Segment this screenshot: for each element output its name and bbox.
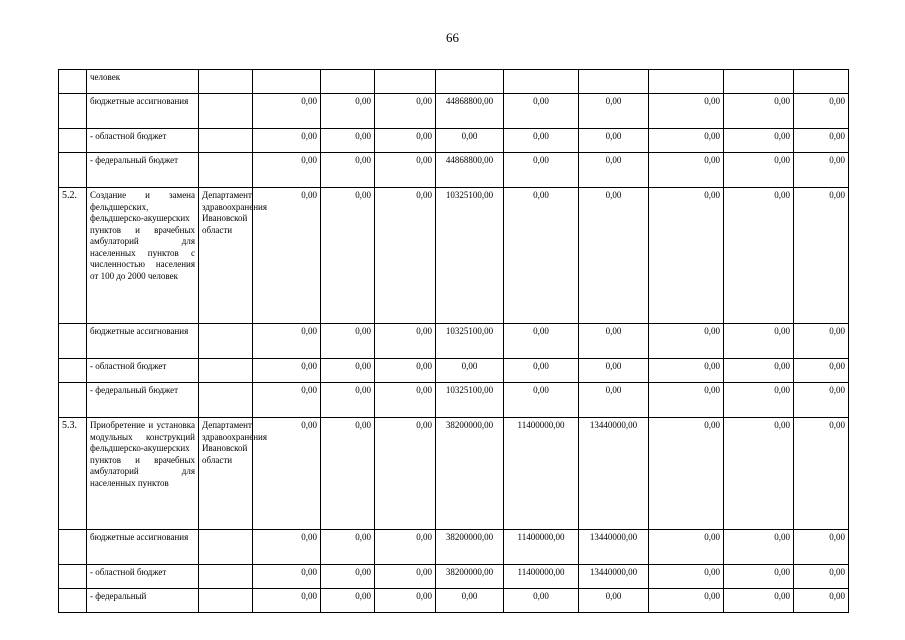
row-value: 11400000,00 xyxy=(504,418,579,530)
table-row xyxy=(59,129,849,153)
row-value: 0,00 xyxy=(321,359,375,383)
row-value: 0,00 xyxy=(375,324,436,359)
row-executor: Департамент здравоохранения Ивановской области xyxy=(199,418,253,530)
row-value: 0,00 xyxy=(579,589,649,613)
row-code: 5.2. xyxy=(59,188,87,324)
table-body xyxy=(59,70,849,613)
row-value: 0,00 xyxy=(649,94,724,129)
row-description: бюджетные ассигнования xyxy=(87,324,199,359)
row-value: 0,00 xyxy=(794,359,849,383)
row-value: 44868800,00 xyxy=(436,153,504,188)
row-value: 0,00 xyxy=(649,418,724,530)
row-value: 0,00 xyxy=(649,530,724,565)
row-value xyxy=(436,70,504,94)
row-executor xyxy=(199,94,253,129)
row-value: 0,00 xyxy=(579,188,649,324)
row-value: 0,00 xyxy=(436,359,504,383)
row-code xyxy=(59,153,87,188)
page-number: 66 xyxy=(446,30,459,45)
row-value: 0,00 xyxy=(649,589,724,613)
row-value xyxy=(321,70,375,94)
row-description: Создание и замена фельдшерских, фельдшерско-акушерских пунктов и врачебных амбулаторий для населенных пунктов с численностью населения от 100 до 2000 человек xyxy=(87,188,199,324)
row-value: 0,00 xyxy=(253,589,321,613)
row-value: 0,00 xyxy=(436,589,504,613)
row-value: 0,00 xyxy=(724,94,794,129)
row-value xyxy=(649,70,724,94)
row-value: 0,00 xyxy=(321,188,375,324)
row-code: 5.3. xyxy=(59,418,87,530)
row-executor xyxy=(199,129,253,153)
row-value: 0,00 xyxy=(724,418,794,530)
row-value: 0,00 xyxy=(724,530,794,565)
row-executor xyxy=(199,589,253,613)
row-value: 0,00 xyxy=(375,188,436,324)
table-row xyxy=(59,94,849,129)
row-value: 0,00 xyxy=(724,589,794,613)
row-value: 0,00 xyxy=(321,94,375,129)
row-value xyxy=(794,70,849,94)
row-value: 0,00 xyxy=(253,129,321,153)
table-row-measure xyxy=(59,418,849,530)
row-value: 0,00 xyxy=(579,129,649,153)
row-value: 0,00 xyxy=(321,589,375,613)
row-code xyxy=(59,94,87,129)
row-value: 0,00 xyxy=(649,359,724,383)
row-description: - областной бюджет xyxy=(87,359,199,383)
row-value: 0,00 xyxy=(579,383,649,418)
row-value: 0,00 xyxy=(375,418,436,530)
row-value: 0,00 xyxy=(794,129,849,153)
row-value: 11400000,00 xyxy=(504,530,579,565)
row-executor xyxy=(199,359,253,383)
row-value: 10325100,00 xyxy=(436,383,504,418)
row-value: 0,00 xyxy=(504,94,579,129)
row-value: 38200000,00 xyxy=(436,418,504,530)
table-row xyxy=(59,324,849,359)
row-value: 0,00 xyxy=(794,530,849,565)
row-value: 0,00 xyxy=(724,324,794,359)
row-value: 0,00 xyxy=(794,153,849,188)
row-value: 0,00 xyxy=(321,324,375,359)
row-value: 0,00 xyxy=(649,129,724,153)
row-executor xyxy=(199,530,253,565)
row-value: 10325100,00 xyxy=(436,188,504,324)
row-value: 0,00 xyxy=(375,589,436,613)
row-code xyxy=(59,565,87,589)
row-executor: Департамент здравоохранения Ивановской области xyxy=(199,188,253,324)
row-value: 0,00 xyxy=(649,153,724,188)
row-value xyxy=(724,70,794,94)
row-value: 10325100,00 xyxy=(436,324,504,359)
row-value: 0,00 xyxy=(649,188,724,324)
row-executor xyxy=(199,153,253,188)
row-value: 0,00 xyxy=(794,94,849,129)
row-code xyxy=(59,129,87,153)
row-value: 0,00 xyxy=(794,324,849,359)
row-executor xyxy=(199,565,253,589)
row-value: 0,00 xyxy=(321,129,375,153)
table-row xyxy=(59,383,849,418)
row-value: 0,00 xyxy=(253,418,321,530)
table-row xyxy=(59,589,849,613)
row-value: 13440000,00 xyxy=(579,530,649,565)
row-value: 0,00 xyxy=(794,188,849,324)
row-value: 0,00 xyxy=(375,383,436,418)
row-value: 0,00 xyxy=(794,418,849,530)
row-value: 38200000,00 xyxy=(436,565,504,589)
row-value: 0,00 xyxy=(504,129,579,153)
row-value: 11400000,00 xyxy=(504,565,579,589)
table-row xyxy=(59,70,849,94)
row-value xyxy=(253,70,321,94)
budget-table xyxy=(58,69,849,613)
row-value: 0,00 xyxy=(321,383,375,418)
row-description: - федеральный бюджет xyxy=(87,383,199,418)
row-value: 0,00 xyxy=(253,153,321,188)
row-value: 0,00 xyxy=(504,188,579,324)
row-value: 0,00 xyxy=(724,153,794,188)
row-value: 0,00 xyxy=(321,565,375,589)
row-value: 0,00 xyxy=(375,565,436,589)
row-code xyxy=(59,70,87,94)
row-value: 0,00 xyxy=(724,129,794,153)
row-value: 0,00 xyxy=(253,359,321,383)
row-value: 38200000,00 xyxy=(436,530,504,565)
row-description: бюджетные ассигнования xyxy=(87,530,199,565)
row-executor xyxy=(199,324,253,359)
row-value: 0,00 xyxy=(321,153,375,188)
row-value: 0,00 xyxy=(504,324,579,359)
row-value: 0,00 xyxy=(724,188,794,324)
row-value: 44868800,00 xyxy=(436,94,504,129)
row-code xyxy=(59,530,87,565)
row-value: 0,00 xyxy=(579,94,649,129)
row-code xyxy=(59,359,87,383)
row-value: 0,00 xyxy=(649,565,724,589)
row-value: 13440000,00 xyxy=(579,418,649,530)
row-description: - федеральный xyxy=(87,589,199,613)
table-row xyxy=(59,530,849,565)
row-value: 0,00 xyxy=(504,359,579,383)
row-value: 0,00 xyxy=(724,383,794,418)
row-value: 0,00 xyxy=(253,94,321,129)
row-value: 0,00 xyxy=(794,383,849,418)
row-value: 0,00 xyxy=(579,359,649,383)
row-value: 0,00 xyxy=(375,94,436,129)
row-value: 0,00 xyxy=(436,129,504,153)
row-code xyxy=(59,589,87,613)
row-value: 0,00 xyxy=(321,418,375,530)
row-value xyxy=(579,70,649,94)
row-value: 0,00 xyxy=(321,530,375,565)
row-value: 0,00 xyxy=(579,324,649,359)
row-value: 0,00 xyxy=(649,383,724,418)
row-value: 0,00 xyxy=(504,153,579,188)
row-value: 0,00 xyxy=(253,188,321,324)
row-value: 0,00 xyxy=(504,383,579,418)
row-description: - областной бюджет xyxy=(87,129,199,153)
row-value: 0,00 xyxy=(649,324,724,359)
table-row xyxy=(59,565,849,589)
table-row xyxy=(59,153,849,188)
row-value: 13440000,00 xyxy=(579,565,649,589)
row-value: 0,00 xyxy=(724,359,794,383)
row-description: Приобретение и установка модульных конструкций фельдшерско-акушерских пунктов и врачебных амбулаторий для населенных пунктов xyxy=(87,418,199,530)
row-code xyxy=(59,324,87,359)
table-row-measure xyxy=(59,188,849,324)
row-value xyxy=(504,70,579,94)
row-value: 0,00 xyxy=(724,565,794,589)
row-value: 0,00 xyxy=(253,383,321,418)
row-executor xyxy=(199,383,253,418)
row-description: бюджетные ассигнования xyxy=(87,94,199,129)
row-value: 0,00 xyxy=(794,565,849,589)
row-value: 0,00 xyxy=(504,589,579,613)
row-description: человек xyxy=(87,70,199,94)
row-value: 0,00 xyxy=(375,359,436,383)
row-value: 0,00 xyxy=(794,589,849,613)
row-description: - федеральный бюджет xyxy=(87,153,199,188)
row-value xyxy=(375,70,436,94)
row-value: 0,00 xyxy=(579,153,649,188)
table-row xyxy=(59,359,849,383)
row-value: 0,00 xyxy=(375,530,436,565)
row-value: 0,00 xyxy=(375,153,436,188)
row-value: 0,00 xyxy=(375,129,436,153)
row-executor xyxy=(199,70,253,94)
row-description: - областной бюджет xyxy=(87,565,199,589)
row-value: 0,00 xyxy=(253,530,321,565)
row-value: 0,00 xyxy=(253,324,321,359)
row-code xyxy=(59,383,87,418)
row-value: 0,00 xyxy=(253,565,321,589)
